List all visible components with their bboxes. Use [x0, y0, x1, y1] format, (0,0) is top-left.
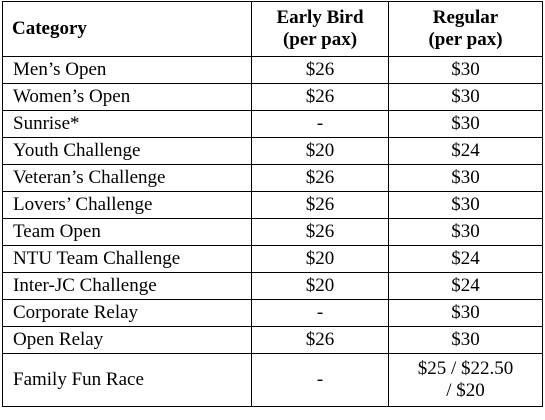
table-row: [3, 111, 543, 138]
regular-price-line-2: / $20: [446, 380, 485, 401]
regular-price-cell: $30: [389, 192, 543, 219]
regular-price-cell: $30: [389, 165, 543, 192]
category-cell: Team Open: [3, 219, 252, 246]
table-row: [3, 327, 543, 354]
early-bird-price-cell: $26: [252, 327, 389, 354]
category-cell: Youth Challenge: [3, 138, 252, 165]
early-bird-price-cell: -: [252, 354, 389, 407]
header-early-bird-title: Early Bird: [276, 7, 364, 28]
early-bird-price-cell: -: [252, 111, 389, 138]
category-cell: Women’s Open: [3, 84, 252, 111]
early-bird-price-cell: $20: [252, 273, 389, 300]
early-bird-price-cell: -: [252, 300, 389, 327]
header-category: Category: [3, 2, 252, 57]
category-cell: Lovers’ Challenge: [3, 192, 252, 219]
early-bird-price-cell: $20: [252, 246, 389, 273]
header-early-bird: [252, 2, 389, 57]
regular-price-cell: $30: [389, 84, 543, 111]
header-early-bird-unit: (per pax): [282, 29, 358, 50]
regular-price-cell: $30: [389, 57, 543, 84]
early-bird-price-cell: $26: [252, 57, 389, 84]
table-row-family-fun-race: [3, 354, 543, 407]
category-cell: NTU Team Challenge: [3, 246, 252, 273]
table-row: [3, 192, 543, 219]
table-row: [3, 219, 543, 246]
early-bird-price-cell: $26: [252, 165, 389, 192]
early-bird-price-cell: $20: [252, 138, 389, 165]
regular-price-cell: $30: [389, 111, 543, 138]
table-row: [3, 57, 543, 84]
header-regular-unit: (per pax): [428, 29, 503, 50]
table-row: [3, 84, 543, 111]
category-cell: Corporate Relay: [3, 300, 252, 327]
table-row: [3, 273, 543, 300]
header-regular-title: Regular: [432, 7, 499, 28]
regular-price-cell: $24: [389, 138, 543, 165]
category-cell: Open Relay: [3, 327, 252, 354]
category-cell: Sunrise*: [3, 111, 252, 138]
early-bird-price-cell: $26: [252, 84, 389, 111]
regular-price-cell: $24: [389, 273, 543, 300]
category-cell: Family Fun Race: [3, 354, 252, 407]
table-row: [3, 246, 543, 273]
header-regular: [389, 2, 543, 57]
regular-price-cell: $30: [389, 219, 543, 246]
regular-price-cell: [389, 354, 543, 407]
table-row: [3, 300, 543, 327]
table-row: [3, 138, 543, 165]
table-body: [3, 57, 543, 407]
regular-price-cell: $30: [389, 327, 543, 354]
pricing-table: [2, 1, 543, 407]
category-cell: Men’s Open: [3, 57, 252, 84]
regular-price-cell: $30: [389, 300, 543, 327]
early-bird-price-cell: $26: [252, 192, 389, 219]
category-cell: Veteran’s Challenge: [3, 165, 252, 192]
early-bird-price-cell: $26: [252, 219, 389, 246]
table-row: [3, 165, 543, 192]
regular-price-line-1: $25 / $22.50: [417, 358, 514, 379]
category-cell: Inter-JC Challenge: [3, 273, 252, 300]
header-row: [3, 2, 543, 57]
regular-price-cell: $24: [389, 246, 543, 273]
